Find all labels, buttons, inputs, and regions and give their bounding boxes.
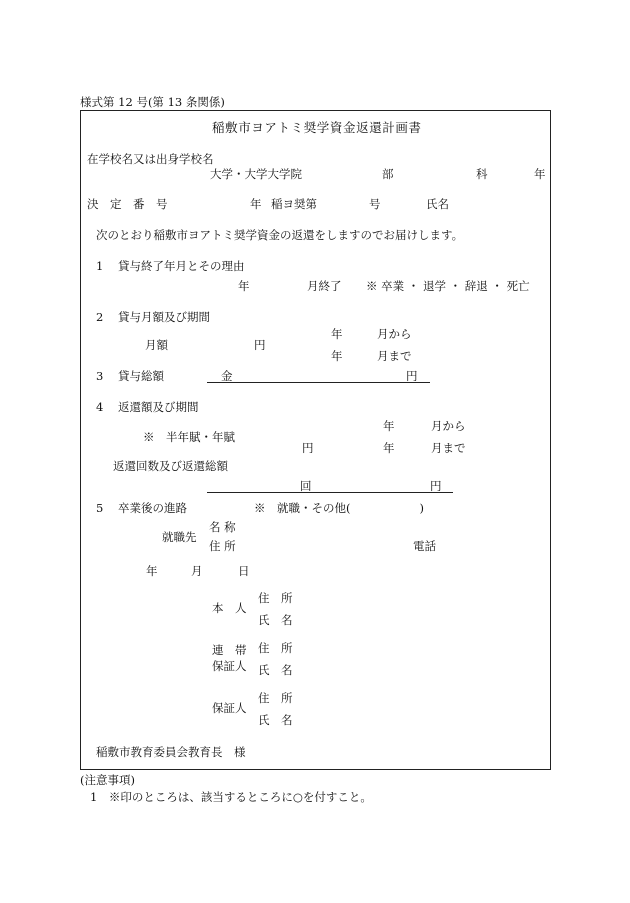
section-4-kai: 回 — [300, 479, 312, 493]
addressee: 稲敷市教育委員会教育長 様 — [96, 745, 246, 759]
guarantor-label: 保証人 — [212, 701, 247, 715]
form-number-label: 様式第 12 号(第 13 条関係) — [80, 95, 225, 109]
employer-label: 就職先 — [162, 530, 197, 544]
section-2-from-year: 年 — [331, 327, 343, 341]
date-day: 日 — [238, 564, 250, 578]
decision-name-label: 氏名 — [426, 197, 449, 211]
section-3-yen: 円 — [406, 369, 418, 383]
section-3-kin: 金 — [221, 369, 233, 383]
section-4-yen-total: 円 — [430, 479, 442, 493]
decision-prefix: 稲ヨ奨第 — [271, 197, 317, 211]
joint-guarantor-label-1: 連 帯 — [212, 643, 247, 657]
joint-guarantor-address-label: 住 所 — [258, 641, 293, 655]
section-1-title: 貸与終了年月とその理由 — [118, 259, 245, 273]
section-4-to-year: 年 — [383, 441, 395, 455]
joint-guarantor-name-label: 氏 名 — [258, 663, 293, 677]
joint-guarantor-label-2: 保証人 — [212, 659, 247, 673]
self-address-label: 住 所 — [258, 591, 293, 605]
self-name-label: 氏 名 — [258, 613, 293, 627]
section-1-month-end: 月終了 — [307, 279, 342, 293]
date-year: 年 — [146, 564, 158, 578]
school-label: 在学校名又は出身学校名 — [87, 152, 214, 166]
decision-year-label: 年 — [250, 197, 262, 211]
guarantor-address-label: 住 所 — [258, 691, 293, 705]
total-amount-underline — [207, 382, 430, 383]
section-1-number: 1 — [96, 259, 104, 273]
section-4-count-label: 返還回数及び返還総額 — [113, 459, 228, 473]
intro-text: 次のとおり稲敷市ヨアトミ奨学資金の返還をしますのでお届けします。 — [96, 228, 464, 242]
school-department-label: 部 — [382, 167, 394, 181]
section-5-title: 卒業後の進路 — [118, 501, 187, 515]
section-2-to-year: 年 — [331, 349, 343, 363]
section-2-number: 2 — [96, 310, 104, 324]
decision-go-label: 号 — [369, 197, 381, 211]
section-1-reason-options: ※ 卒業 ・ 退学 ・ 辞退 ・ 死亡 — [366, 279, 530, 293]
section-5-number: 5 — [96, 501, 104, 515]
guarantor-name-label: 氏 名 — [258, 713, 293, 727]
section-3-title: 貸与総額 — [118, 369, 164, 383]
decision-number-label: 決 定 番 号 — [87, 197, 168, 211]
section-2-yen: 円 — [254, 338, 266, 352]
section-4-title: 返還額及び期間 — [118, 400, 199, 414]
notes-item-1: 1 ※印のところは、該当するところに○を付すこと。 — [90, 790, 372, 804]
form-title: 稲敷市ヨアトミ奨学資金返還計画書 — [212, 120, 422, 135]
employer-phone-label: 電話 — [413, 539, 436, 553]
section-3-number: 3 — [96, 369, 104, 383]
section-2-title: 貸与月額及び期間 — [118, 310, 210, 324]
school-course-label: 科 — [476, 167, 488, 181]
employer-address-label: 住 所 — [209, 539, 236, 553]
section-1-year: 年 — [238, 279, 250, 293]
section-2-to-month: 月まで — [377, 349, 412, 363]
date-month: 月 — [191, 564, 203, 578]
self-label: 本 人 — [212, 601, 247, 615]
section-4-yen: 円 — [302, 441, 314, 455]
repayment-total-underline — [207, 492, 453, 493]
school-year-label: 年 — [534, 167, 546, 181]
employer-name-label: 名 称 — [209, 520, 236, 534]
section-4-to-month: 月まで — [431, 441, 466, 455]
section-5-path-options: ※ 就職・その他( ) — [254, 501, 424, 515]
section-4-from-month: 月から — [431, 419, 466, 433]
section-4-number: 4 — [96, 400, 104, 414]
notes-heading: (注意事項) — [80, 773, 135, 787]
section-2-from-month: 月から — [377, 327, 412, 341]
section-4-payment-option: ※ 半年賦・年賦 — [143, 430, 235, 444]
section-4-from-year: 年 — [383, 419, 395, 433]
section-2-monthly-label: 月額 — [145, 338, 168, 352]
school-university-label: 大学・大学大学院 — [210, 167, 302, 181]
